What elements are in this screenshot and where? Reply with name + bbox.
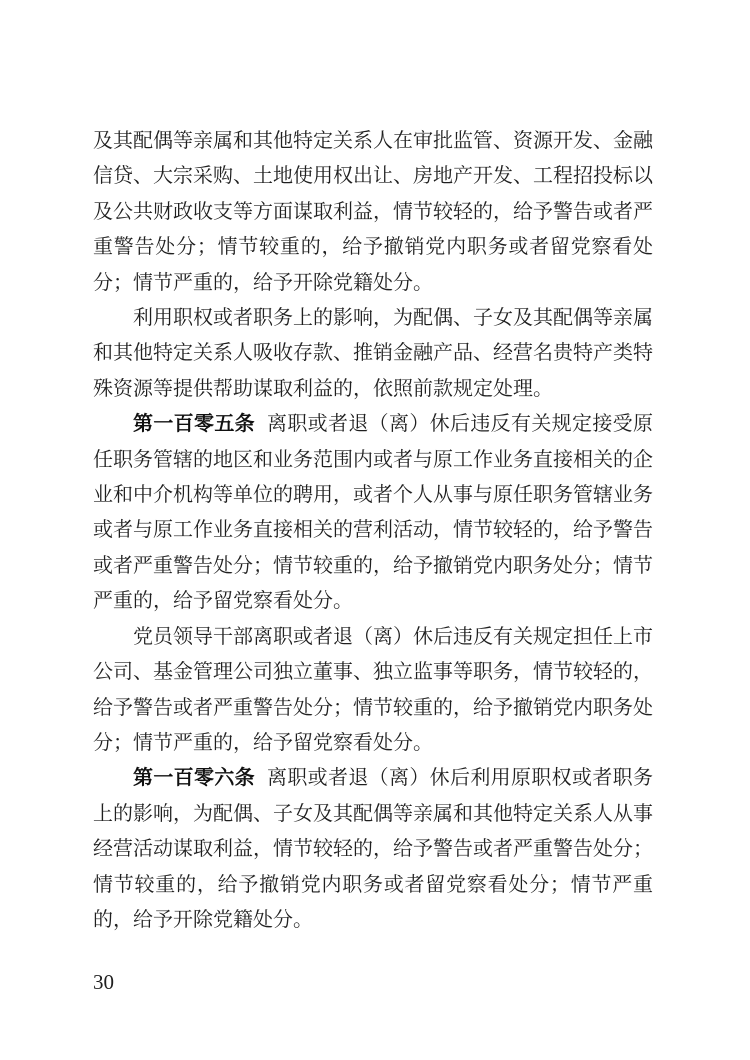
paragraph bbox=[93, 124, 653, 301]
paragraph bbox=[93, 620, 653, 762]
paragraph-text: 利用职权或者职务上的影响，为配偶、子女及其配偶等亲属和其他特定关系人吸收存款、推销金融产品、经营名贵特产类特殊资源等提供帮助谋取利益的，依照前款规定处理。 bbox=[93, 307, 653, 400]
paragraph-text: 离职或者退（离）休后利用原职权或者职务上的影响，为配偶、子女及其配偶等亲属和其他特定关系人从事经营活动谋取利益，情节较轻的，给予警告或者严重警告处分；情节较重的，给予撤销党内职务或者留党察看处分；情节严重的，给予开除党籍处分。 bbox=[93, 767, 653, 931]
document-body bbox=[93, 124, 653, 938]
paragraph-text: 离职或者退（离）休后违反有关规定接受原任职务管辖的地区和业务范围内或者与原工作业务直接相关的企业和中介机构等单位的聘用，或者个人从事与原任职务管辖业务或者与原工作业务直接相关的营利活动，情节较轻的，给予警告或者严重警告处分；情节较重的，给予撤销党内职务处分；情节严重的，给予留党察看处分。 bbox=[93, 413, 653, 613]
paragraph bbox=[93, 407, 653, 619]
paragraph bbox=[93, 301, 653, 407]
paragraph bbox=[93, 761, 653, 938]
paragraph-text: 党员领导干部离职或者退（离）休后违反有关规定担任上市公司、基金管理公司独立董事、独立监事等职务，情节较轻的，给予警告或者严重警告处分；情节较重的，给予撤销党内职务处分；情节严重的，给予留党察看处分。 bbox=[93, 625, 653, 754]
paragraph-text: 及其配偶等亲属和其他特定关系人在审批监管、资源开发、金融信贷、大宗采购、土地使用权出让、房地产开发、工程招投标以及公共财政收支等方面谋取利益，情节较轻的，给予警告或者严重警告处分；情节较重的，给予撤销党内职务或者留党察看处分；情节严重的，给予开除党籍处分。 bbox=[93, 130, 653, 294]
article-number: 第一百零五条 bbox=[133, 413, 255, 436]
article-number: 第一百零六条 bbox=[133, 767, 255, 790]
page-number: 30 bbox=[93, 970, 114, 994]
